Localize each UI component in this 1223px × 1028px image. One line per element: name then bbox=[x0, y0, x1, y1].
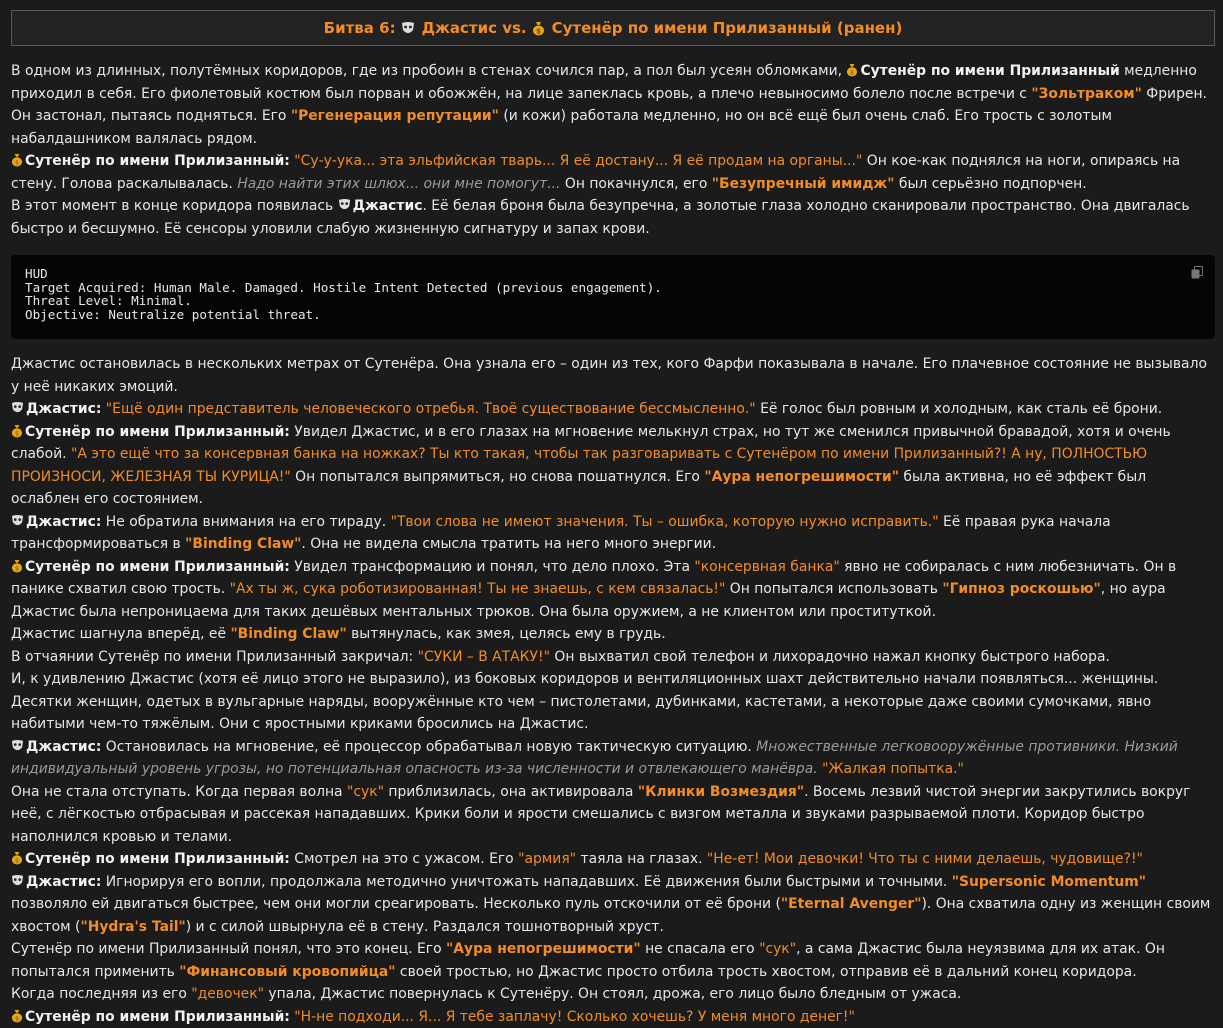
paragraph-1: В одном из длинных, полутёмных коридоров, где из пробоин в стенах сочился пар, а пол был усеян обломками, $ Сутенёр по имени Прилизанный медленно приходил в себя. Его фиолетовый костюм был порван и обожжён, на лице запеклась кровь, а плечо невыносимо болело после встречи с "Зольтраком" Фрирен. Он застонал, пытаясь подняться. Его "Регенерация репутации" (и кожи) работала медленно, но он всё ещё был очень слаб. Его трость с золотым набалдашником валялась рядом. bbox=[11, 60, 1219, 150]
paragraph-13: Она не стала отступать. Когда первая волна "сук" приблизилась, она активировала "Клинки Возмездия". Восемь лезвий чистой энергии закрутились вокруг неё, с лёгкостью отбрасывая и рассекая нападавших. Крики боли и ярости смешались с визгом металла и звуками разрываемой плоти. Коридор быстро наполнился кровью и телами. bbox=[11, 781, 1219, 849]
paragraph-5: Джастис: "Ещё один представитель человеческого отребья. Твоё существование бессмысленно." Её голос был ровным и холодным, как сталь её брони. bbox=[11, 398, 1219, 421]
speaker-name: Джастис: bbox=[26, 874, 101, 890]
page bbox=[0, 10, 1223, 1028]
paragraph-12: Джастис: Остановилась на мгновение, её процессор обрабатывал новую тактическую ситуацию. Множественные легковооружённые противники. Низкий индивидуальный уровень угрозы, но потенциальная опасность из-за численности и отвлекающего манёвра. "Жалкая попытка." bbox=[11, 736, 1219, 781]
speaker-name: Джастис: bbox=[26, 514, 101, 530]
speaker-name: Сутенёр по имени Прилизанный: bbox=[25, 559, 290, 575]
paragraph-15: Джастис: Игнорируя его вопли, продолжала методично уничтожать нападавших. Её движения были быстрыми и точными. "Supersonic Momentum" позволяло ей двигаться быстрее, чем они могли среагировать. Несколько пуль отскочили от её брони ("Eternal Avenger"). Она схватила одну из женщин своим хвостом ("Hydra's Tail") и с силой швырнула её в стену. Раздался тошнотворный хруст. bbox=[11, 871, 1219, 939]
svg-text:$: $ bbox=[15, 1014, 19, 1022]
paragraph-9: Джастис шагнула вперёд, её "Binding Claw" вытянулась, как змея, целясь ему в грудь. bbox=[11, 623, 1219, 646]
svg-text:$: $ bbox=[536, 27, 541, 35]
character-name: Сутенёр по имени Прилизанный bbox=[860, 63, 1119, 79]
paragraph-18: $ Сутенёр по имени Прилизанный: "Н-не подходи... Я... Я тебе заплачу! Сколько хочешь? У меня много денег!" bbox=[11, 1006, 1219, 1028]
paragraph-16: Сутенёр по имени Прилизанный понял, что это конец. Его "Аура непогрешимости" не спасала его "сук", а сама Джастис была неуязвима для их атак. Он попытался применить "Финансовый кровопийца" своей тростью, но Джастис просто отбила трость хвостом, отправив её в дальний конец коридора. bbox=[11, 938, 1219, 983]
code-line: HUD bbox=[25, 266, 48, 281]
paragraph-4: Джастис остановилась в нескольких метрах от Сутенёра. Она узнала его – один из тех, кого Фарфи показывала в начале. Его плачевное состояние не вызывало у неё никаких эмоций. bbox=[11, 353, 1219, 398]
money-bag-icon bbox=[11, 153, 23, 167]
money-bag-icon bbox=[11, 559, 23, 573]
paragraph-6: $ Сутенёр по имени Прилизанный: Увидел Джастис, и в его глазах на мгновение мелькнул страх, но тут же сменился привычной бравадой, хотя и очень слабой. "А это ещё что за консервная банка на ножках? Ты кто такая, чтобы так разговаривать с Сутенёром по имени Прилизанный?! А ну, ПОЛНОСТЬЮ ПРОИЗНОСИ, ЖЕЛЕЗНАЯ ТЫ КУРИЦА!" Он попытался выпрямиться, но снова пошатнулся. Его "Аура непогрешимости" была активна, но её эффект был ослаблен его состоянием. bbox=[11, 421, 1219, 511]
code-block bbox=[11, 255, 1215, 339]
svg-text:$: $ bbox=[15, 429, 19, 437]
speaker-name: Джастис: bbox=[26, 739, 101, 755]
paragraph-11: И, к удивлению Джастис (хотя её лицо этого не выразило), из боковых коридоров и вентиляционных шахт действительно начали появляться... женщины. Десятки женщин, одетых в вульгарные наряды, вооружённые кто чем – пистолетами, дубинками, кастетами, а некоторые даже своими сумочками, явно набитыми чем-то тяжёлым. Они с яростными криками бросились на Джастис. bbox=[11, 668, 1219, 736]
code-line: Threat Level: Minimal. bbox=[25, 293, 192, 308]
copy-icon[interactable] bbox=[1191, 266, 1203, 279]
money-bag-icon bbox=[11, 424, 23, 438]
paragraph-8: $ Сутенёр по имени Прилизанный: Увидел трансформацию и понял, что дело плохо. Эта "консервная банка" явно не собиралась с ним любезничать. Он в панике схватил свою трость. "Ах ты ж, сука роботизированная! Ты не знаешь, с кем связалась!" Он попытался использовать "Гипноз роскошью", но аура Джастис была непроницаема для таких дешёвых ментальных трюков. Она была оружием, а не клиентом или проституткой. bbox=[11, 556, 1219, 624]
mask-icon bbox=[338, 198, 351, 212]
mask-icon bbox=[401, 21, 415, 36]
money-bag-icon bbox=[11, 1009, 23, 1023]
paragraph-2: $ Сутенёр по имени Прилизанный: "Су-у-ука... эта эльфийская тварь... Я её достану... Я её продам на органы..." Он кое-как поднялся на ноги, опираясь на стену. Голова раскалывалась. Надо найти этих шлюх... они мне помогут... Он покачнулся, его "Безупречный имидж" был серьёзно подпорчен. bbox=[11, 150, 1219, 195]
svg-text:$: $ bbox=[15, 564, 19, 572]
header-fighter-a: Джастис vs. bbox=[422, 17, 527, 40]
speaker-name: Сутенёр по имени Прилизанный: bbox=[25, 851, 290, 867]
speaker-name: Джастис: bbox=[26, 401, 101, 417]
paragraph-7: Джастис: Не обратила внимания на его тираду. "Твои слова не имеют значения. Ты – ошибка, которую нужно исправить." Её правая рука начала трансформироваться в "Binding Claw". Она не видела смысла тратить на него много энергии. bbox=[11, 511, 1219, 556]
code-line: Objective: Neutralize potential threat. bbox=[25, 307, 321, 322]
mask-icon bbox=[11, 401, 24, 415]
paragraph-3: В этот момент в конце коридора появилась Джастис. Её белая броня была безупречна, а золотые глаза холодно сканировали пространство. Она двигалась быстро и бесшумно. Её сенсоры уловили слабую жизненную сигнатуру и запах крови. bbox=[11, 195, 1219, 240]
code-line: Target Acquired: Human Male. Damaged. Hostile Intent Detected (previous engagement). bbox=[25, 280, 662, 295]
money-bag-icon bbox=[846, 63, 858, 77]
mask-icon bbox=[11, 874, 24, 888]
mask-icon bbox=[11, 514, 24, 528]
header-fighter-b: Сутенёр по имени Прилизанный (ранен) bbox=[552, 17, 903, 40]
speaker-name: Сутенёр по имени Прилизанный: bbox=[25, 424, 290, 440]
svg-text:$: $ bbox=[15, 857, 19, 865]
money-bag-icon bbox=[11, 851, 23, 865]
speaker-name: Сутенёр по имени Прилизанный: bbox=[25, 1009, 290, 1025]
svg-text:$: $ bbox=[15, 159, 19, 167]
svg-text:$: $ bbox=[850, 69, 854, 77]
paragraph-10: В отчаянии Сутенёр по имени Прилизанный закричал: "СУКИ – В АТАКУ!" Он выхватил свой телефон и лихорадочно нажал кнопку быстрого набора. bbox=[11, 646, 1219, 669]
header-prefix: Битва 6: bbox=[324, 17, 396, 40]
speaker-name: Сутенёр по имени Прилизанный: bbox=[25, 153, 290, 169]
paragraph-14: $ Сутенёр по имени Прилизанный: Смотрел на это с ужасом. Его "армия" таяла на глазах. "Не-ет! Мои девочки! Что ты с ними делаешь, чудовище?!" bbox=[11, 848, 1219, 871]
money-bag-icon bbox=[532, 21, 545, 36]
character-name: Джастис bbox=[353, 198, 423, 214]
mask-icon bbox=[11, 739, 24, 753]
paragraph-17: Когда последняя из его "девочек" упала, Джастис повернулась к Сутенёру. Он стоял, дрожа, его лицо было бледным от ужаса. bbox=[11, 983, 1219, 1006]
battle-header bbox=[11, 10, 1215, 46]
story-body bbox=[11, 60, 1219, 1028]
